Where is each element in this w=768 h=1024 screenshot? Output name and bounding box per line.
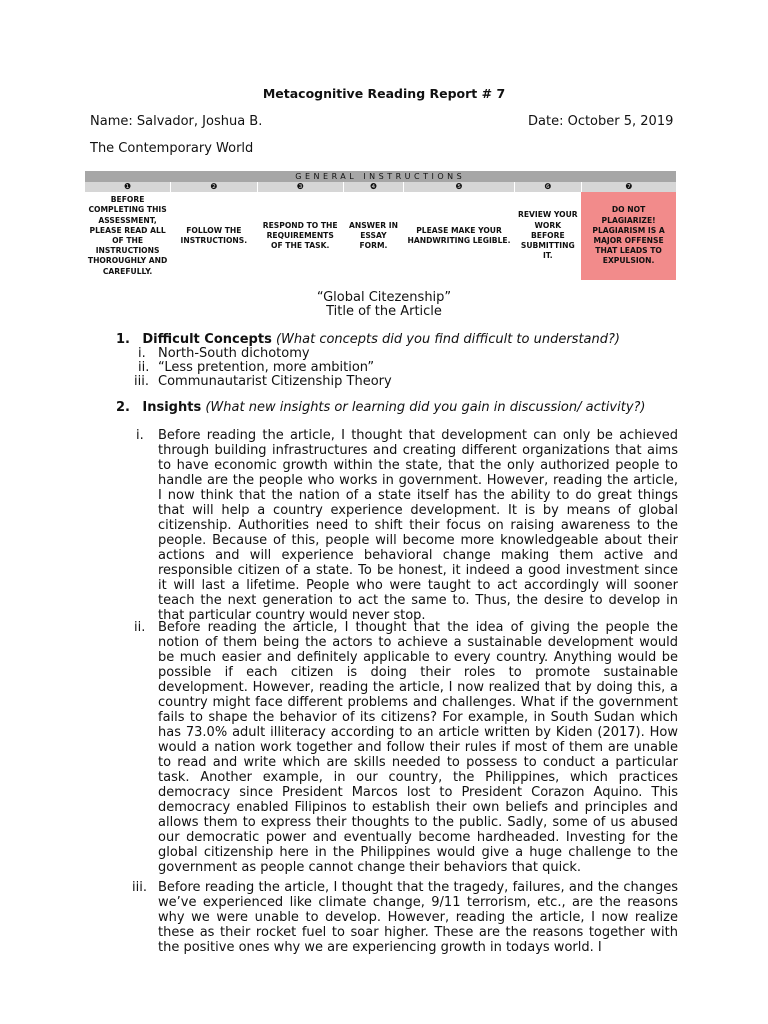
list-numeral: i. xyxy=(138,346,146,361)
list-numeral: ii. xyxy=(138,360,150,375)
instruction-cell: BEFORE COMPLETING THIS ASSESSMENT, PLEASE READ ALL OF THE INSTRUCTIONS THOROUGHLY AND CAREFULLY. xyxy=(87,195,168,276)
instruction-number: ❻ xyxy=(514,182,581,192)
instruction-cell: REVIEW YOUR WORK BEFORE SUBMITTING IT. xyxy=(517,210,578,261)
insight-paragraph: Before reading the article, I thought that the idea of giving the people the notion of them being the actors to achieve a sustainable development would be much easier and definitely applicable to every country. Anything would be possible if each citizen is doing their roles to promote sustainable development. However, reading the article, I now realized that by doing this, a country might face different problems and challenges. What if the government fails to shape the behavior of its citizens? For example, in South Sudan which has 73.0% adult illiteracy according to an article written by Kiden (2017). How would a nation work together and follow their rules if most of them are unable to read and write which are skills needed to possess to conduct a particular task. Another example, in our country, the Philippines, which practices democracy since President Marcos lost to President Corazon Aquino. This democracy enabled Filipinos to establish their own beliefs and principles and allows them to express their thoughts to the public. Sadly, some of us abused our democratic power and eventually become hardheaded. Investing for the global citizenship here in the Philippines would give a huge challenge to the government as people cannot change their behaviors that quick. xyxy=(158,620,678,875)
list-item: “Less pretention, more ambition” xyxy=(158,360,375,375)
insight-paragraph: Before reading the article, I thought that the tragedy, failures, and the changes we’ve experienced like climate change, 9/11 terrorism, etc., are the reasons why we were unable to develop. However, reading the article, I now realize these as their rocket fuel to soar higher. These are the reasons together with the positive ones why we are experiencing growth in todays world. I xyxy=(158,880,678,955)
article-title: “Global Citezenship” xyxy=(316,290,452,305)
instruction-cell: RESPOND TO THE REQUIREMENTS OF THE TASK. xyxy=(262,220,338,251)
paragraph-numeral: iii. xyxy=(132,880,147,895)
instruction-number: ❹ xyxy=(343,182,403,192)
list-numeral: iii. xyxy=(134,374,149,389)
paragraph-numeral: ii. xyxy=(134,620,146,635)
section-heading: Insights xyxy=(142,400,202,415)
section-difficult-concepts xyxy=(116,332,620,347)
instruction-number: ❼ xyxy=(581,182,676,192)
student-name: Name: Salvador, Joshua B. xyxy=(90,114,263,129)
section-prompt: (What concepts did you find difficult to understand?) xyxy=(275,332,620,347)
instruction-cell: PLEASE MAKE YOUR HANDWRITING LEGIBLE. xyxy=(407,225,511,245)
instruction-cell: FOLLOW THE INSTRUCTIONS. xyxy=(180,225,248,245)
paragraph-numeral: i. xyxy=(136,428,144,443)
instruction-number: ❸ xyxy=(257,182,343,192)
general-instructions-table xyxy=(84,171,676,280)
report-date: Date: October 5, 2019 xyxy=(528,114,674,129)
instructions-header: GENERAL INSTRUCTIONS xyxy=(85,171,677,182)
article-title-caption: Title of the Article xyxy=(326,304,442,319)
section-insights xyxy=(116,400,646,415)
instruction-number: ❶ xyxy=(85,182,171,192)
report-title: Metacognitive Reading Report # 7 xyxy=(262,86,506,101)
section-number: 2. xyxy=(116,400,130,415)
section-number: 1. xyxy=(116,332,130,347)
list-item: Communautarist Citizenship Theory xyxy=(158,374,392,389)
list-item: North-South dichotomy xyxy=(158,346,310,361)
instruction-number: ❺ xyxy=(404,182,515,192)
section-heading: Difficult Concepts xyxy=(142,332,272,347)
course-name: The Contemporary World xyxy=(90,141,254,156)
section-prompt: (What new insights or learning did you gain in discussion/ activity?) xyxy=(205,400,646,415)
plagiarism-warning-cell: DO NOT PLAGIARIZE! PLAGIARISM IS A MAJOR OFFENSE THAT LEADS TO EXPULSION. xyxy=(581,192,676,280)
instruction-number: ❷ xyxy=(171,182,257,192)
instruction-cell: ANSWER IN ESSAY FORM. xyxy=(348,220,398,251)
insight-paragraph: Before reading the article, I thought that development can only be achieved through building infrastructures and creating different organizations that aims to have economic growth within the state, that the only authorized people to handle are the people who works in government. However, reading the article, I now think that the nation of a state itself has the ability to do great things that will help a country experience development. It is by means of global citizenship. Authorities need to shift their focus on raising awareness to the people. Because of this, people will become more knowledgeable about their actions and will experience behavioral change making them active and responsible citizen of a state. To be honest, it indeed a good investment since it will last a lifetime. People who were taught to act accordingly will sooner teach the next generation to act the same to. Thus, the desire to develop in that particular country would never stop. xyxy=(158,428,678,623)
